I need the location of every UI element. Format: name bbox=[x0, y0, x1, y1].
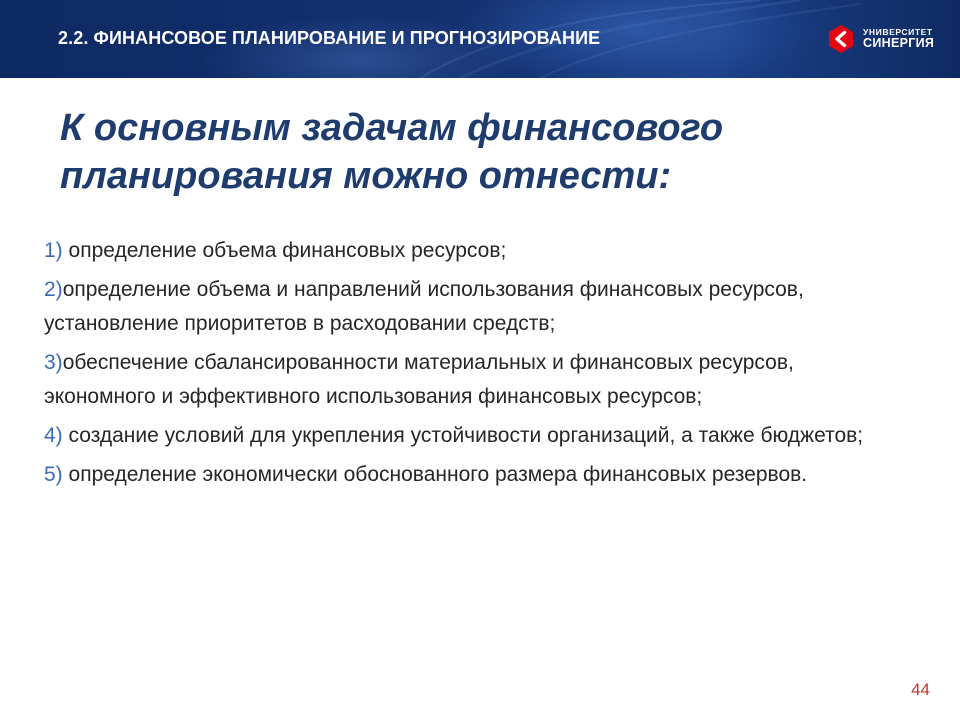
slide-heading bbox=[60, 104, 920, 200]
page-number: 44 bbox=[911, 680, 930, 699]
task-number: 3) bbox=[44, 351, 63, 374]
task-item bbox=[44, 273, 904, 341]
task-text: определение объема финансовых ресурсов; bbox=[68, 239, 507, 262]
logo-text-synergy: СИНЕРГИЯ bbox=[863, 36, 935, 50]
slide-heading-line-1: К основным задачам финансового bbox=[60, 107, 724, 149]
task-text: определение экономически обоснованного размера финансовых резервов. bbox=[68, 463, 808, 486]
task-item bbox=[44, 234, 904, 268]
synergy-logo-icon bbox=[826, 24, 856, 54]
task-number: 5) bbox=[44, 463, 69, 486]
task-item bbox=[44, 346, 904, 414]
task-text: обеспечение сбалансированности материальных и финансовых ресурсов, экономного и эффективного использования финансовых ресурсов; bbox=[44, 351, 794, 408]
university-logo bbox=[826, 24, 946, 56]
task-number: 2) bbox=[44, 278, 63, 301]
slide-heading-line-2: планирования можно отнести: bbox=[60, 155, 672, 197]
task-number: 1) bbox=[44, 239, 69, 262]
task-text: определение объема и направлений использования финансовых ресурсов, установление приоритетов в расходовании средств; bbox=[44, 278, 804, 335]
task-number: 4) bbox=[44, 424, 69, 447]
task-item bbox=[44, 419, 904, 453]
logo-text-university: УНИВЕРСИТЕТ bbox=[863, 27, 933, 37]
task-text: создание условий для укрепления устойчивости организаций, а также бюджетов; bbox=[68, 424, 864, 447]
header-band bbox=[0, 0, 960, 78]
task-item bbox=[44, 458, 904, 492]
tasks-list bbox=[44, 234, 904, 497]
section-title: 2.2. ФИНАНСОВОЕ ПЛАНИРОВАНИЕ И ПРОГНОЗИРОВАНИЕ bbox=[58, 28, 601, 48]
